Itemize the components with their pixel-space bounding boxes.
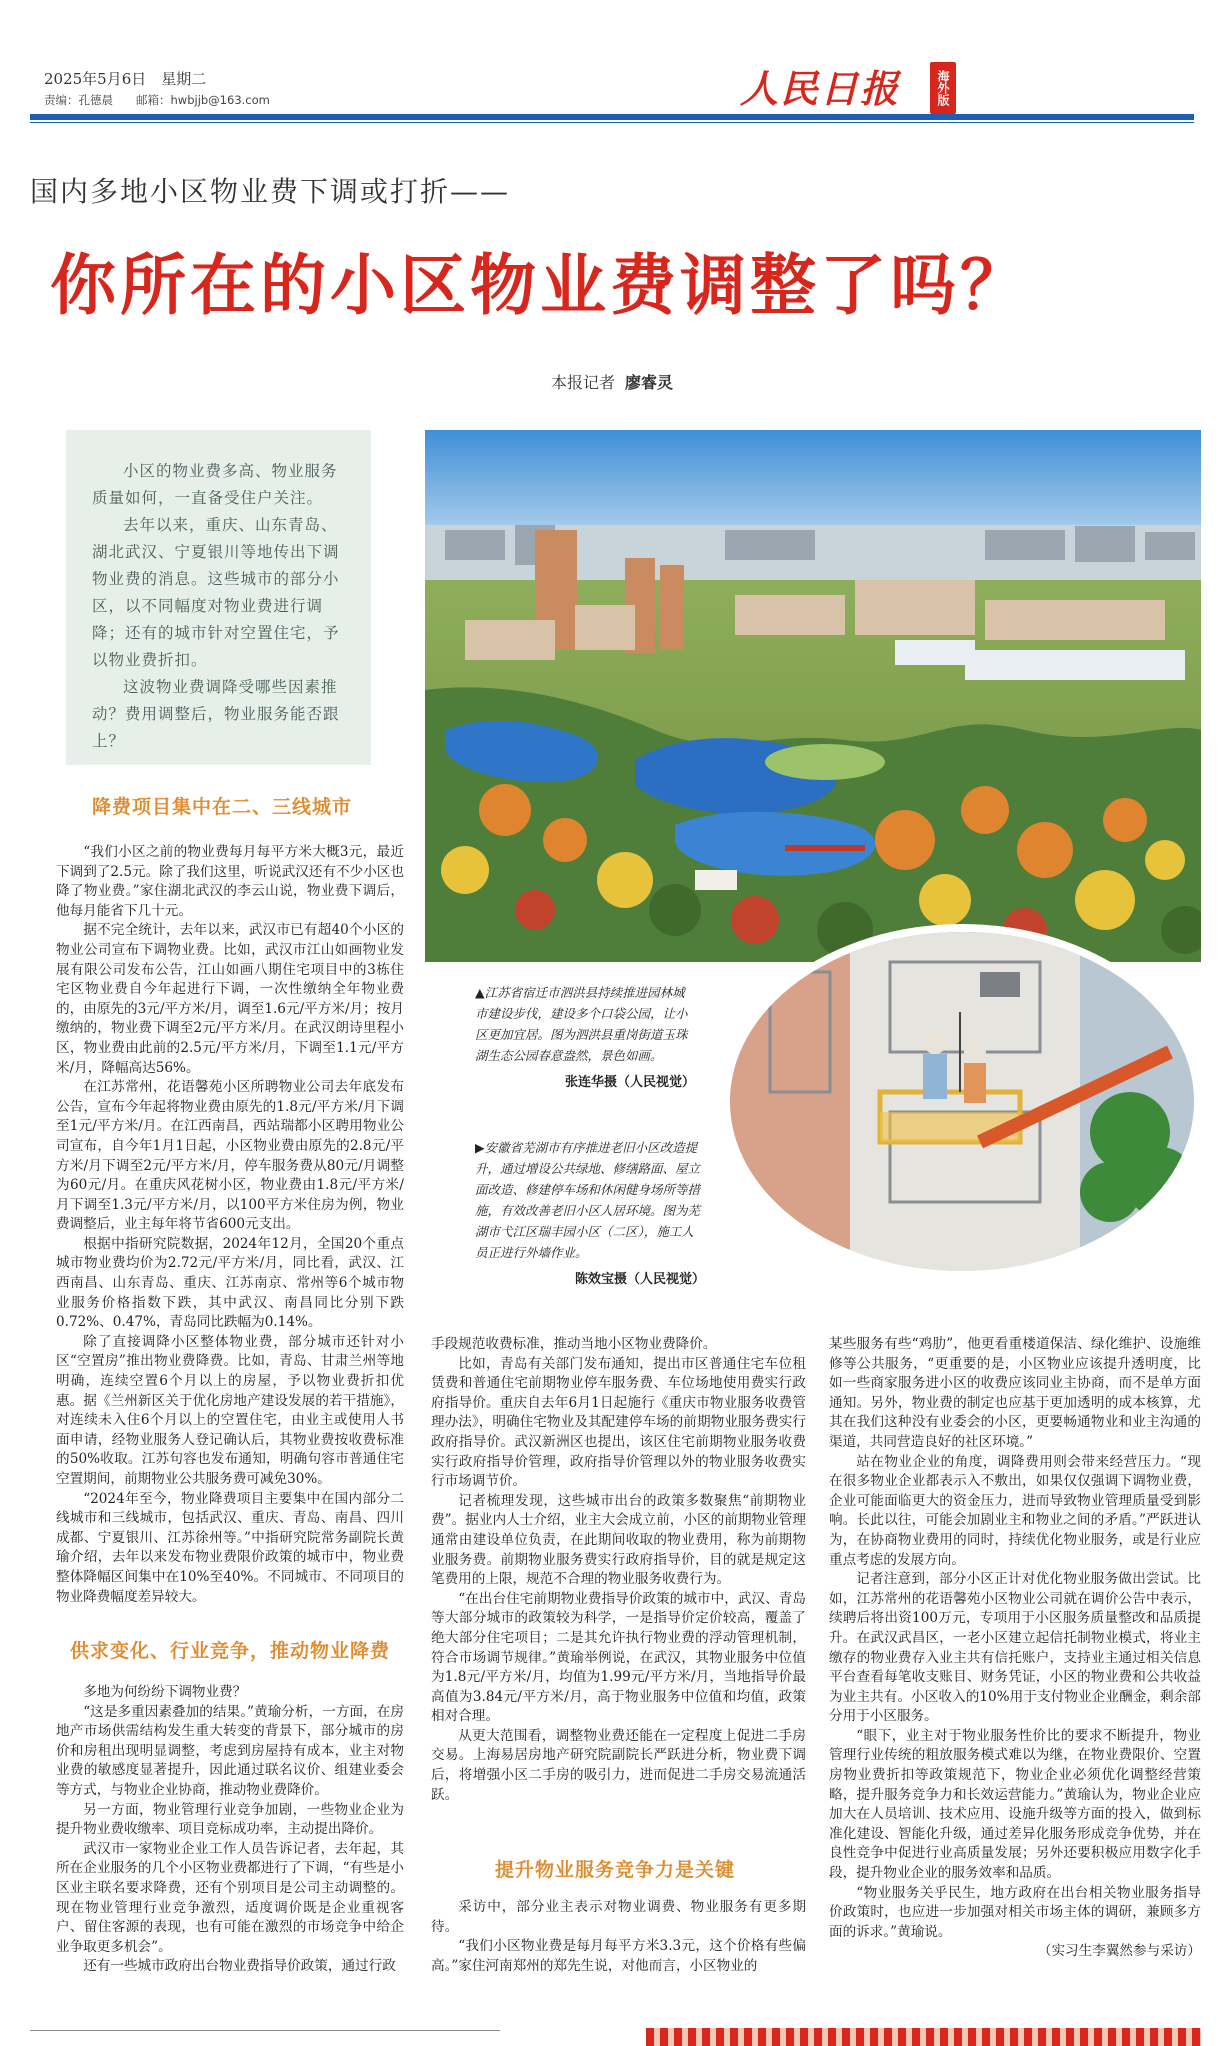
body-paragraph: 武汉市一家物业企业工作人员告诉记者，去年起，其所在企业服务的几个小区物业费都进行了下调，“有些是小区业主联名要求降费，还有个别项目是公司主动调整的。现在物业管理行业竞争激烈，适度调价既是企业重视客户、留住客源的表现，也有可能在激烈的市场竞争中给企业争取更多机会”。 bbox=[56, 1840, 404, 1955]
body-paragraph: 记者注意到，部分小区正计对优化物业服务做出尝试。比如，江苏常州的花语馨苑小区物业公司就在调价公告中表示，续聘后将出资100万元，专项用于小区服务质量整改和品质提升。在武汉武昌区，一老小区建立起信托制物业模式，将业主缴存的物业费存入业主共有信托账户，支持业主通过相关信息平台查看每笔收支账目、财务凭证，小区的物业费和公共收益为业主共有。小区收入的10%用于支付物业企业酬金，剩余部分用于小区服务。 bbox=[829, 1571, 1201, 1725]
photo-caption bbox=[475, 982, 695, 1093]
article-kicker: 国内多地小区物业费下调或打折—— bbox=[30, 175, 511, 208]
edition-badge: 海外版 bbox=[930, 62, 956, 114]
body-paragraph: 还有一些城市政府出台物业费指导价政策，通过行政 bbox=[83, 1958, 396, 1975]
body-paragraph: 手段规范收费标准，推动当地小区物业费降价。 bbox=[431, 1336, 717, 1352]
body-paragraph: “我们小区之前的物业费每月每平方米大概3元，最近下调到了2.5元。除了我们这里，听说武汉还有不少小区也降了物业费。”家住湖北武汉的李云山说，物业费下调后，他每月能省下几十元。 bbox=[56, 844, 404, 919]
body-paragraph: 记者梳理发现，这些城市出台的政策多数聚焦“前期物业费”。据业内人士介绍，业主大会成立前，小区的前期物业管理通常由建设单位负责，在此期间收取的物业费用，称为前期物业服务费。前期物业服务费实行政府指导价，目的就是规定这笔费用的上限，规范不合理的物业服务收费行为。 bbox=[431, 1492, 806, 1588]
body-paragraph: 另一方面，物业管理行业竞争加剧，一些物业企业为提升物业费收缴率、项目竞标成功率，主动提出降价。 bbox=[56, 1801, 404, 1838]
body-paragraph: “我们小区物业费是每月每平方米3.3元，这个价格有些偏高。”家住河南郑州的郑先生说，对他而言，小区物业的 bbox=[431, 1938, 806, 1974]
masthead-rule-thin bbox=[30, 122, 1194, 123]
section-heading: 提升物业服务竞争力是关键 bbox=[495, 1859, 736, 1881]
body-paragraph: “眼下，业主对于物业服务性价比的要求不断提升，物业管理行业传统的粗放服务模式难以为继，在物业费限价、空置房物业费折扣等政策规范下，物业企业必须优化调整经营策略，提升服务竞争力和长效运营能力。”黄瑜认为，物业企业应加大在人员培训、技术应用、设施升级等方面的投入，做到标准化建设、智能化升级，通过差异化服务形成竞争优势，并在良性竞争中促进行业高质量发展；另外还要积极应用数字化手段，提升物业企业的服务效率和品质。 bbox=[829, 1727, 1201, 1882]
article-headline: 你所在的小区物业费调整了吗？ bbox=[50, 246, 1030, 324]
article-footnote: （实习生李翼然参与采访） bbox=[1037, 1943, 1201, 1960]
caption-text: ▲江苏省宿迁市泗洪县持续推进园林城市建设步伐，建设多个口袋公园，让小区更加宜居。图为泗洪县重岗街道玉珠湖生态公园春意盎然，景色如画。 bbox=[475, 985, 688, 1063]
intro-box bbox=[66, 430, 371, 765]
park-photo bbox=[425, 430, 1201, 962]
intro-paragraph: 这波物业费调降受哪些因素推动？费用调整后，物业服务能否跟上？ bbox=[92, 678, 340, 750]
section-heading: 降费项目集中在二、三线城市 bbox=[92, 796, 353, 818]
editor-line: 责编：孔德晨 邮箱：hwbjjb@163.com bbox=[44, 93, 270, 107]
body-column bbox=[829, 1335, 1201, 2005]
body-paragraph: “这是多重因素叠加的结果。”黄瑜分析，一方面，在房地产市场供需结构发生重大转变的背景下，部分城市的房价和房租出现明显调整，考虑到房屋持有成本，业主对物业费的敏感度显著提升，因此通过联名议价、组建业委会等方式，与物业企业协商，推动物业费降价。 bbox=[56, 1703, 404, 1798]
body-column bbox=[56, 843, 404, 1615]
body-paragraph: 站在物业企业的角度，调降费用则会带来经营压力。“现在很多物业企业都表示入不敷出，如果仅仅强调下调物业费，企业可能面临更大的资金压力，进而导致物业管理质量受到影响。长此以往，可能会加剧业主和物业之间的矛盾。”严跃进认为，在协商物业费用的同时，持续优化物业服务，或是行业应重点考虑的发展方向。 bbox=[829, 1453, 1201, 1568]
renovation-photo bbox=[722, 924, 1202, 1279]
issue-date: 2025年5月6日 星期二 bbox=[44, 70, 207, 88]
body-paragraph: 在江苏常州，花语馨苑小区所聘物业公司去年底发布公告，宣布今年起将物业费由原先的1.8元/平方米/月下调至1元/平方米/月。在江西南昌，西站瑞都小区聘用物业公司宣布，自今年1月1日起，小区物业费由原先的2.8元/平方米/月下调至2元/平方米/月，停车服务费从80元/月调整为60元/月。在重庆风花树小区，物业费由1.8元/平方米/月下调至1.3元/平方米/月，以100平方米住房为例，物业费调整后，业主每年将节省600元支出。 bbox=[56, 1079, 404, 1233]
newspaper-logo: 人民日报 bbox=[740, 66, 901, 111]
body-paragraph: 据不完全统计，去年以来，武汉市已有超40个小区的物业公司宣布下调物业费。比如，武汉市江山如画物业发展有限公司发布公告，江山如画八期住宅项目中的3栋住宅区物业费自今年起进行下调，一次性缴纳全年物业费的，由原先的3元/平方米/月，调至1.6元/平方米/月；按月缴纳的，物业费下调至2元/平方米/月。在武汉朗诗里程小区，物业费由此前的2.5元/平方米/月，下调至1.1元/平方米/月，降幅高达56%。 bbox=[56, 922, 404, 1076]
footer-decoration bbox=[646, 2028, 1201, 2046]
masthead bbox=[30, 58, 1194, 120]
byline bbox=[0, 370, 1224, 393]
section-heading: 供求变化、行业竞争，推动物业降费 bbox=[70, 1640, 391, 1662]
body-paragraph: 从更大范围看，调整物业费还能在一定程度上促进二手房交易。上海易居房地产研究院副院长严跃进分析，物业费下调后，将增强小区二手房的吸引力，进而促进二手房交易流通活跃。 bbox=[431, 1727, 806, 1803]
body-paragraph: 多地为何纷纷下调物业费？ bbox=[83, 1684, 247, 1700]
body-column bbox=[56, 1683, 404, 1995]
body-column bbox=[431, 1335, 806, 1835]
masthead-rule bbox=[30, 114, 1194, 120]
caption-text: ▶安徽省芜湖市有序推进老旧小区改造提升，通过增设公共绿地、修缮路面、屋立面改造、修建停车场和休闲健身场所等措施，有效改善老旧小区人居环境。图为芜湖市弋江区瑞丰园小区（二区），施工人员正进行外墙作业。 bbox=[475, 1140, 701, 1260]
body-paragraph: “2024年至今，物业降费项目主要集中在国内部分二线城市和三线城市，包括武汉、重庆、青岛、南昌、四川成都、宁夏银川、江苏徐州等。”中指研究院常务副院长黄瑜介绍，去年以来发布物业费限价政策的城市中，物业费整体降幅区间集中在10%至40%。不同城市、不同项目的物业降费幅度差异较大。 bbox=[56, 1490, 404, 1605]
body-paragraph: “在出台住宅前期物业费指导价政策的城市中，武汉、青岛等大部分城市的政策较为科学，一是指导价定价较高，覆盖了绝大部分住宅项目；二是其允许执行物业费的浮动管理机制，符合市场调节规律。”黄瑜举例说，在武汉，其物业服务中位值为1.8元/平方米/月，均值为1.99元/平方米/月，当地指导价最高值为3.84元/平方米/月，高于物业服务中位值和均值，政策相对合理。 bbox=[431, 1590, 806, 1725]
body-paragraph: 除了直接调降小区整体物业费，部分城市还针对小区“空置房”推出物业费降费。比如，青岛、甘肃兰州等地明确，连续空置6个月以上的房屋，予以物业费折扣优惠。据《兰州新区关于优化房地产建设发展的若干措施》，对连续未入住6个月以上的空置住宅，由业主或使用人书面申请，经物业服务人登记确认后，其物业费按收费标准的50%收取。江苏句容也发布通知，明确句容市普通住宅空置期间，前期物业公共服务费可减免30%。 bbox=[56, 1333, 404, 1487]
byline-name: 廖睿灵 bbox=[625, 373, 674, 392]
body-paragraph: 比如，青岛有关部门发布通知，提出市区普通住宅车位租赁费和普通住宅前期物业停车服务费、车位场地使用费实行政府指导价。重庆自去年6月1日起施行《重庆市物业服务收费管理办法》，明确住宅物业及其配建停车场的前期物业服务费实行政府指导价。武汉新洲区也提出，该区住宅前期物业服务收费实行政府指导价管理，政府指导价管理以外的物业服务收费实行市场调节价。 bbox=[431, 1355, 806, 1490]
footer-rule bbox=[30, 2030, 500, 2031]
intro-paragraph: 小区的物业费多高、物业服务质量如何，一直备受住户关注。 bbox=[92, 462, 338, 507]
park-photo-illustration bbox=[425, 430, 1201, 962]
intro-paragraph: 去年以来，重庆、山东青岛、湖北武汉、宁夏银川等地传出下调物业费的消息。这些城市的部分小区，以不同幅度对物业费进行调降；还有的城市针对空置住宅，予以物业费折扣。 bbox=[92, 516, 340, 669]
body-paragraph: 采访中，部分业主表示对物业调费、物业服务有更多期待。 bbox=[431, 1899, 806, 1935]
renovation-photo-illustration bbox=[730, 932, 1194, 1271]
caption-credit: 陈效宝摄（人民视觉） bbox=[574, 1272, 705, 1287]
caption-credit: 张连华摄（人民视觉） bbox=[564, 1075, 695, 1090]
byline-label: 本报记者 bbox=[550, 373, 615, 392]
body-column bbox=[431, 1898, 806, 1998]
body-paragraph: “物业服务关乎民生，地方政府在出台相关物业服务指导价政策时，也应进一步加强对相关市场主体的调研，兼顾多方面的诉求。”黄瑜说。 bbox=[829, 1884, 1201, 1940]
photo-caption bbox=[475, 1137, 705, 1290]
body-paragraph: 根据中指研究院数据，2024年12月，全国20个重点城市物业费均价为2.72元/平方米/月，同比看，武汉、江西南昌、山东青岛、重庆、江苏南京、常州等6个城市物业服务价格指数下跌，其中武汉、南昌同比分别下跌0.72%、0.47%，青岛同比跌幅为0.14%。 bbox=[56, 1235, 404, 1331]
body-paragraph: 某些服务有些“鸡肋”，他更看重楼道保洁、绿化维护、设施维修等公共服务，“更重要的是，小区物业应该提升透明度，比如一些商家服务进小区的收费应该同业主协商，而不是单方面通知。另外，物业费的制定也应基于更加透明的成本核算，尤其在我们这种没有业委会的小区，更要畅通物业和业主沟通的渠道，共同营造良好的社区环境。” bbox=[829, 1336, 1201, 1450]
